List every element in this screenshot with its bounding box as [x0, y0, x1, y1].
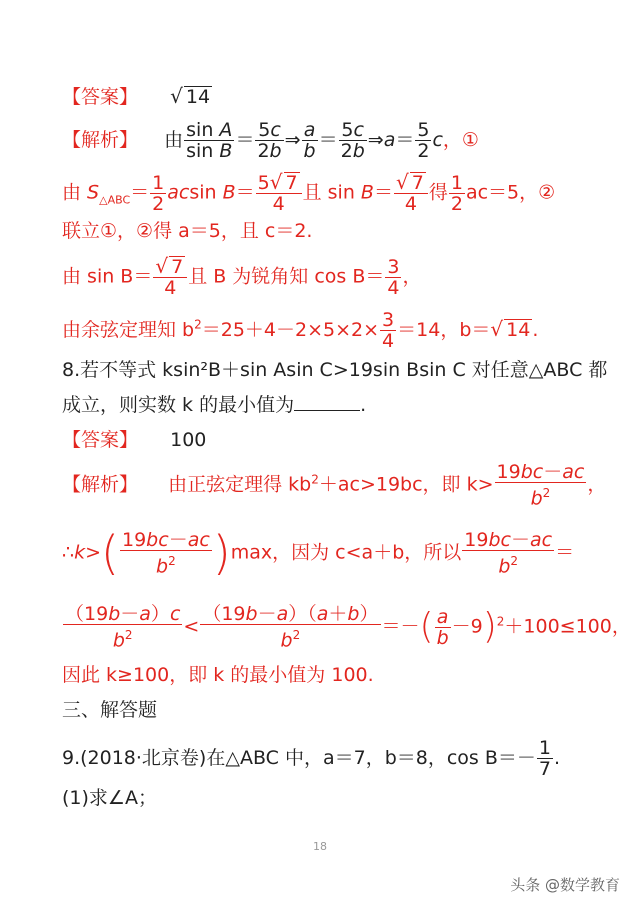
page-number: 18 [313, 840, 327, 853]
answer-blank [294, 392, 360, 411]
q9-part1: (1)求∠A； [62, 787, 157, 809]
q8-analysis-line4: 因此 k≥100，即 k 的最小值为 100. [62, 664, 374, 686]
sqrt-icon: √ [170, 84, 183, 108]
answer-value: 14 [185, 86, 211, 108]
q7-answer-line [62, 84, 212, 109]
q8-answer-line [62, 428, 206, 452]
watermark: 头条 @数学教育 [510, 876, 620, 894]
q7-analysis-line3: 联立①，②得 a＝5，且 c＝2. [62, 220, 313, 242]
q8-stem-line2: 成立，则实数 k 的最小值为 . [62, 394, 367, 416]
section-heading: 三、解答题 [62, 699, 158, 721]
q8-analysis-line1: 【解析】 由正弦定理得 $kb^2+ac>19bc$，即 k> $\frac{19bc-ac}{b^2}$ ， [62, 461, 607, 510]
q7-analysis-line2: 由 $S_{\triangle ABC}=$ $\frac{1}{2}$ acsin B＝ $\frac{5√ 7}{4}$ 且 sin B＝ $\frac{√ 7}{4}$ 得 $\frac{1}{2}$ ac＝5，② [62, 170, 556, 215]
q8-analysis-line3: $\frac{(19b-a)c}{b^2}$ < $\frac{(19b-a)(a+b)}{b^2}$ ＝－( $\frac{a}{b}$ －9)$^2$＋100≤100， [65, 603, 631, 652]
q7-analysis-line4: 由 sin B＝ $\frac{√ 7}{4}$ 且 B 为锐角知 cos B＝ $\frac{3}{4}$ ， [62, 254, 422, 299]
q9-stem: 9.(2018·北京卷)在△ABC 中，a＝7，b＝8，cos B＝－ $\frac{1}{7}$ . [62, 737, 561, 780]
q7-analysis-line1: 【解析】 由 $\frac{\text{sin A}}{\text{sin B}}$ ＝ $\frac{5c}{2b}$ ⇒ $\frac{a}{b}$ ＝ $\frac{5c}{2b}$ ⇒a＝ $\frac{5}{2}$ c，① [62, 119, 479, 162]
answer-value: 100 [170, 429, 207, 451]
q8-stem-line1: 8.若不等式 ksin²B＋sin Asin C>19sin Bsin C 对任意△ABC 都 [62, 359, 608, 381]
analysis-tag: 【解析】 [62, 473, 139, 496]
analysis-tag: 【解析】 [62, 129, 139, 151]
answer-tag: 【答案】 [62, 86, 139, 108]
answer-tag: 【答案】 [62, 429, 139, 451]
q7-analysis-line5: 由余弦定理知 $b^2=25+4-2\times 5\times 2\times$ $\frac{3}{4}$ ＝14，b＝√ 14 . [62, 309, 539, 352]
q8-analysis-line2: ∴k>( $\frac{19bc-ac}{b^2}$ )max，因为 c<a＋b，所以 $\frac{19bc-ac}{b^2}$ ＝ [62, 526, 575, 581]
